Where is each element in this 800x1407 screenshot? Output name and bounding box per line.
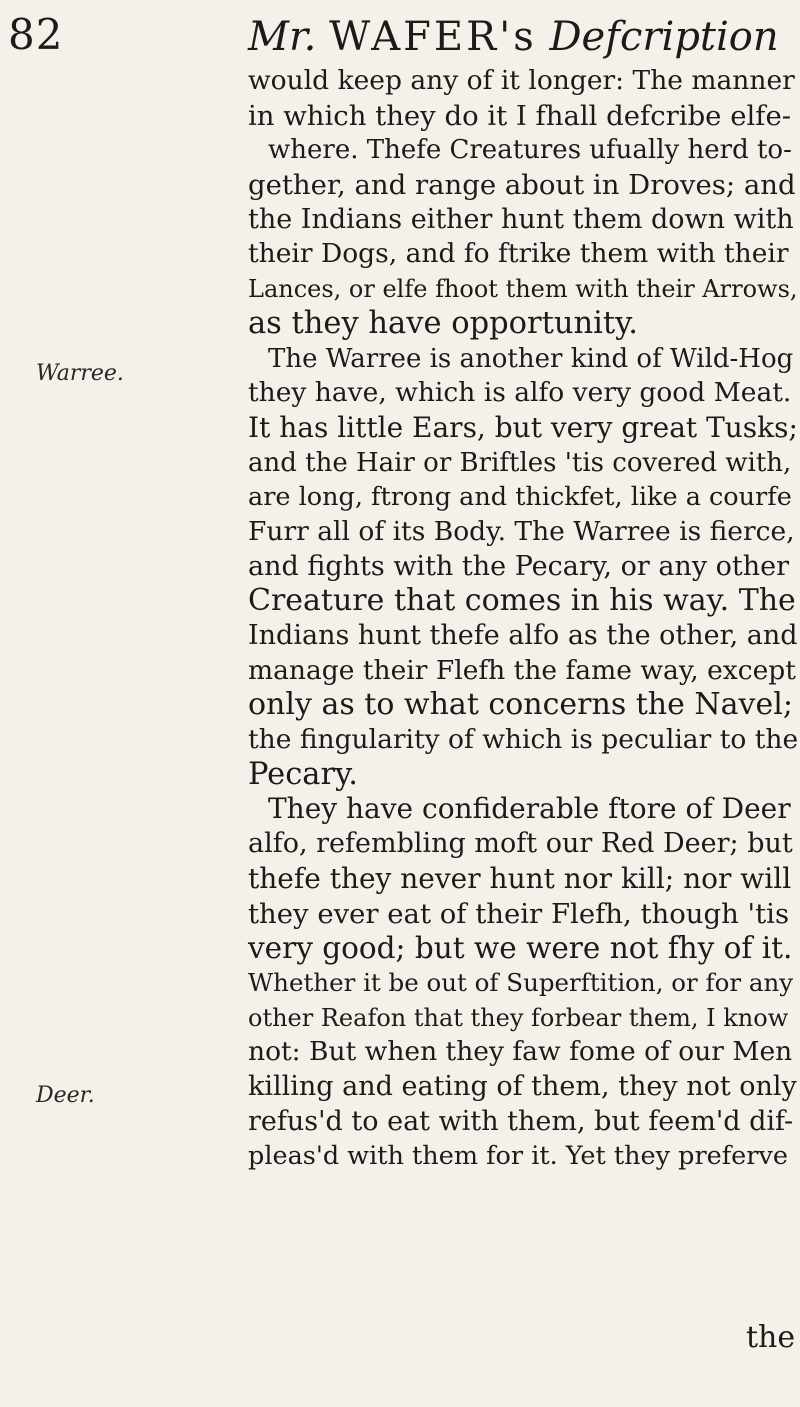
text-line: Lances, or elfe fhoot them with their Arrows, (248, 275, 798, 304)
text-line: refus'd to eat with them, but feem'd dif- (248, 1105, 794, 1137)
text-line: very good; but we were not fhy of it. (248, 931, 793, 966)
text-line: Creature that comes in his way. The (248, 583, 796, 619)
text-line: gether, and range about in Droves; and (248, 169, 796, 202)
text-line: alfo, refembling moft our Red Deer; but (248, 828, 793, 860)
margin-note-deer: Deer. (36, 1083, 95, 1108)
text-line: only as to what concerns the Navel; (248, 687, 793, 723)
text-line: manage their Flefh the fame way, except (248, 654, 796, 686)
running-head-name: WAFER's (329, 14, 537, 60)
margin-note-warree: Warree. (36, 361, 124, 386)
text-line: their Dogs, and fo ftrike them with their (248, 238, 789, 270)
running-head-prefix: Mr. (248, 14, 317, 60)
text-line: in which they do it I fhall defcribe elfe- (248, 99, 792, 132)
text-line: killing and eating of them, they not only (248, 1070, 797, 1102)
text-line: The Warree is another kind of Wild-Hog (268, 343, 794, 374)
text-line: Whether it be out of Superftition, or for any (248, 967, 794, 997)
text-line: and fights with the Pecary, or any other (248, 550, 790, 582)
text-line: they ever eat of their Flefh, though 'tis (248, 897, 790, 930)
text-line: Furr all of its Body. The Warree is fierce, (248, 515, 795, 547)
text-line: the fingularity of which is peculiar to the (248, 724, 799, 756)
running-head (248, 14, 779, 60)
text-line: are long, ftrong and thickfet, like a courfe (248, 482, 792, 513)
page-header (0, 6, 800, 66)
text-line: Indians hunt thefe alfo as the other, and (248, 620, 798, 651)
catchword: the (746, 1320, 796, 1355)
text-line: they have, which is alfo very good Meat. (248, 377, 792, 409)
text-line: pleas'd with them for it. Yet they preferve (248, 1141, 788, 1172)
text-line: would keep any of it longer: The manner (248, 65, 795, 96)
text-line: They have confiderable ftore of Deer (268, 792, 791, 826)
text-line: the Indians either hunt them down with (248, 203, 794, 235)
text-line: and the Hair or Briftles 'tis covered with, (248, 447, 792, 478)
body-text (248, 64, 798, 1174)
text-line: thefe they never hunt nor kill; nor will (248, 861, 792, 895)
page-number: 82 (8, 10, 64, 59)
text-line: It has little Ears, but very great Tusks; (248, 410, 798, 444)
text-line: other Reafon that they forbear them, I know (248, 1003, 789, 1032)
text-line: where. Thefe Creatures ufually herd to- (268, 135, 792, 166)
running-head-suffix: Defcription (549, 14, 779, 60)
text-line: as they have opportunity. (248, 305, 638, 341)
text-line: not: But when they faw fome of our Men (248, 1036, 793, 1068)
text-line: Pecary. (248, 756, 358, 792)
